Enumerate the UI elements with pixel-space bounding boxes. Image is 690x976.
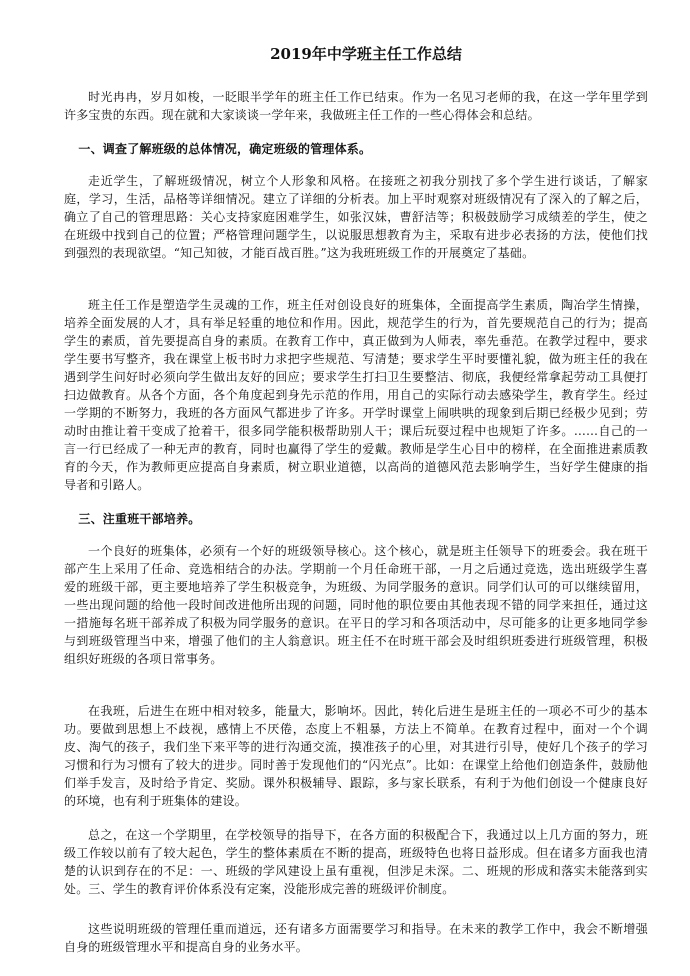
section-3-paragraph-2: 在我班，后进生在班中相对较多，能量大，影响坏。因此，转化后进生是班主任的一项必不可少的基本功。要做到思想上不歧视，感情上不厌倦，态度上不粗暴，方法上不简单。在教育过程中，面对一个个调皮、淘气的孩子，我们坐下来平等的进行沟通交流，摸准孩子的心里，对其进行引导，使好几个孩子的学习习惯和行为习惯有了较大的进步。同时善于发现他们的“闪光点”。比如：在课堂上给他们创造条件，鼓励他们举手发言，及时给予肯定、奖励。课外积极辅导、跟踪，多与家长联系，有利于为他们创设一个健康良好的环境，也有利于班集体的建设。 — [64, 704, 648, 808]
document-page — [64, 44, 648, 956]
spacer — [64, 810, 648, 826]
document-title: 2019年中学班主任工作总结 — [270, 45, 462, 63]
section-1-paragraph-1: 走近学生，了解班级情况，树立个人形象和风格。在接班之初我分别找了多个学生进行谈话，了解家庭，学习，生活，品格等详细情况。建立了详细的分析表。加上平时观察对班级情况有了深入的了解之后，确立了自己的管理思路：关心支持家庭困难学生，如张汉妹，曹舒洁等；积极鼓励学习成绩差的学生，使之在班级中找到自己的位置；严格管理问题学生，以说服思想教育为主，采取有进步必表扬的方法，使他们找到强烈的表现欲望。“知己知彼，才能百战百胜。”这为我班班级工作的开展奠定了基础。 — [64, 174, 648, 260]
intro-paragraph: 时光冉冉，岁月如梭，一眨眼半学年的班主任工作已结束。作为一名见习老师的我，在这一学年里学到许多宝贵的东西。现在就和大家谈谈一学年来，我做班主任工作的一些心得体会和总结。 — [64, 90, 648, 122]
section-1-heading: 一、调查了解班级的总体情况，确定班级的管理体系。 — [78, 142, 372, 156]
spacer — [64, 262, 648, 296]
section-3-paragraph-1: 一个良好的班集体，必须有一个好的班级领导核心。这个核心，就是班主任领导下的班委会。我在班干部产生上采用了任命、竞选相结合的办法。学期前一个月任命班干部，一月之后通过竞选，选出班级学生喜爱的班级干部，更主要地培养了学生积极竞争，为班级、为同学服务的意识。同学们认可的可以继续留用，一些出现问题的给他一段时间改进他所出现的问题，同时他的职位要由其他表现不错的同学来担任，通过这一措施每名班干部养成了积极为同学服务的意识。在平日的学习和各项活动中，尽可能多的让更多地同学参与到班级管理当中来，增强了他们的主人翁意识。班主任不在时班干部会及时组织班委进行班级管理，积极组织好班级的各项日常事务。 — [64, 544, 648, 666]
section-1-paragraph-2: 班主任工作是塑造学生灵魂的工作，班主任对创设良好的班集体，全面提高学生素质，陶冶学生情操，培养全面发展的人才，具有举足轻重的地位和作用。因此，规范学生的行为，首先要规范自己的行为；提高学生的素质，首先要提高自身的素质。在教育工作中，真正做到为人师表，率先垂范。在教学过程中，要求学生要书写整齐，我在课堂上板书时力求把字些规范、写清楚；要求学生平时要懂礼貌，做为班主任的我在遇到学生问好时必须向学生做出友好的回应；要求学生打扫卫生要整洁、彻底，我便经常拿起劳动工具便打扫边做教育。从各个方面，各个角度起到身先示范的作用，用自己的实际行动去感染学生，教育学生。经过一学期的不断努力，我班的各方面风气都进步了许多。开学时课堂上闹哄哄的现象到后期已经极少见到；劳动时由推让着干变成了抢着干，很多同学能积极帮助别人干；课后玩耍过程中也规矩了许多。……自己的一言一行已经成了一种无声的教育，同时也赢得了学生的爱戴。教师是学生心目中的榜样，在全面推进素质教育的今天，作为教师更应提高自身素质，树立职业道德，以高尚的道德风范去影响学生，当好学生健康的指导者和引路人。 — [64, 298, 648, 492]
section-3-heading: 三、注重班干部培养。 — [78, 512, 201, 526]
spacer — [64, 668, 648, 702]
section-3-paragraph-4: 这些说明班级的管理任重而道远，还有诸多方面需要学习和指导。在未来的教学工作中，我会不断增强自身的班级管理水平和提高自身的业务水平。 — [64, 922, 648, 954]
spacer — [64, 898, 648, 920]
section-3-paragraph-3: 总之，在这一个学期里，在学校领导的指导下，在各方面的积极配合下，我通过以上几方面的努力，班级工作较以前有了较大起色，学生的整体素质在不断的提高，班级特色也将日益形成。但在诸多方面我也清楚的认识到存在的不足：一、班级的学风建设上虽有重视，但涉足未深。二、班规的形成和落实未能落到实处。三、学生的教育评价体系没有定案，没能形成完善的班级评价制度。 — [64, 828, 648, 896]
